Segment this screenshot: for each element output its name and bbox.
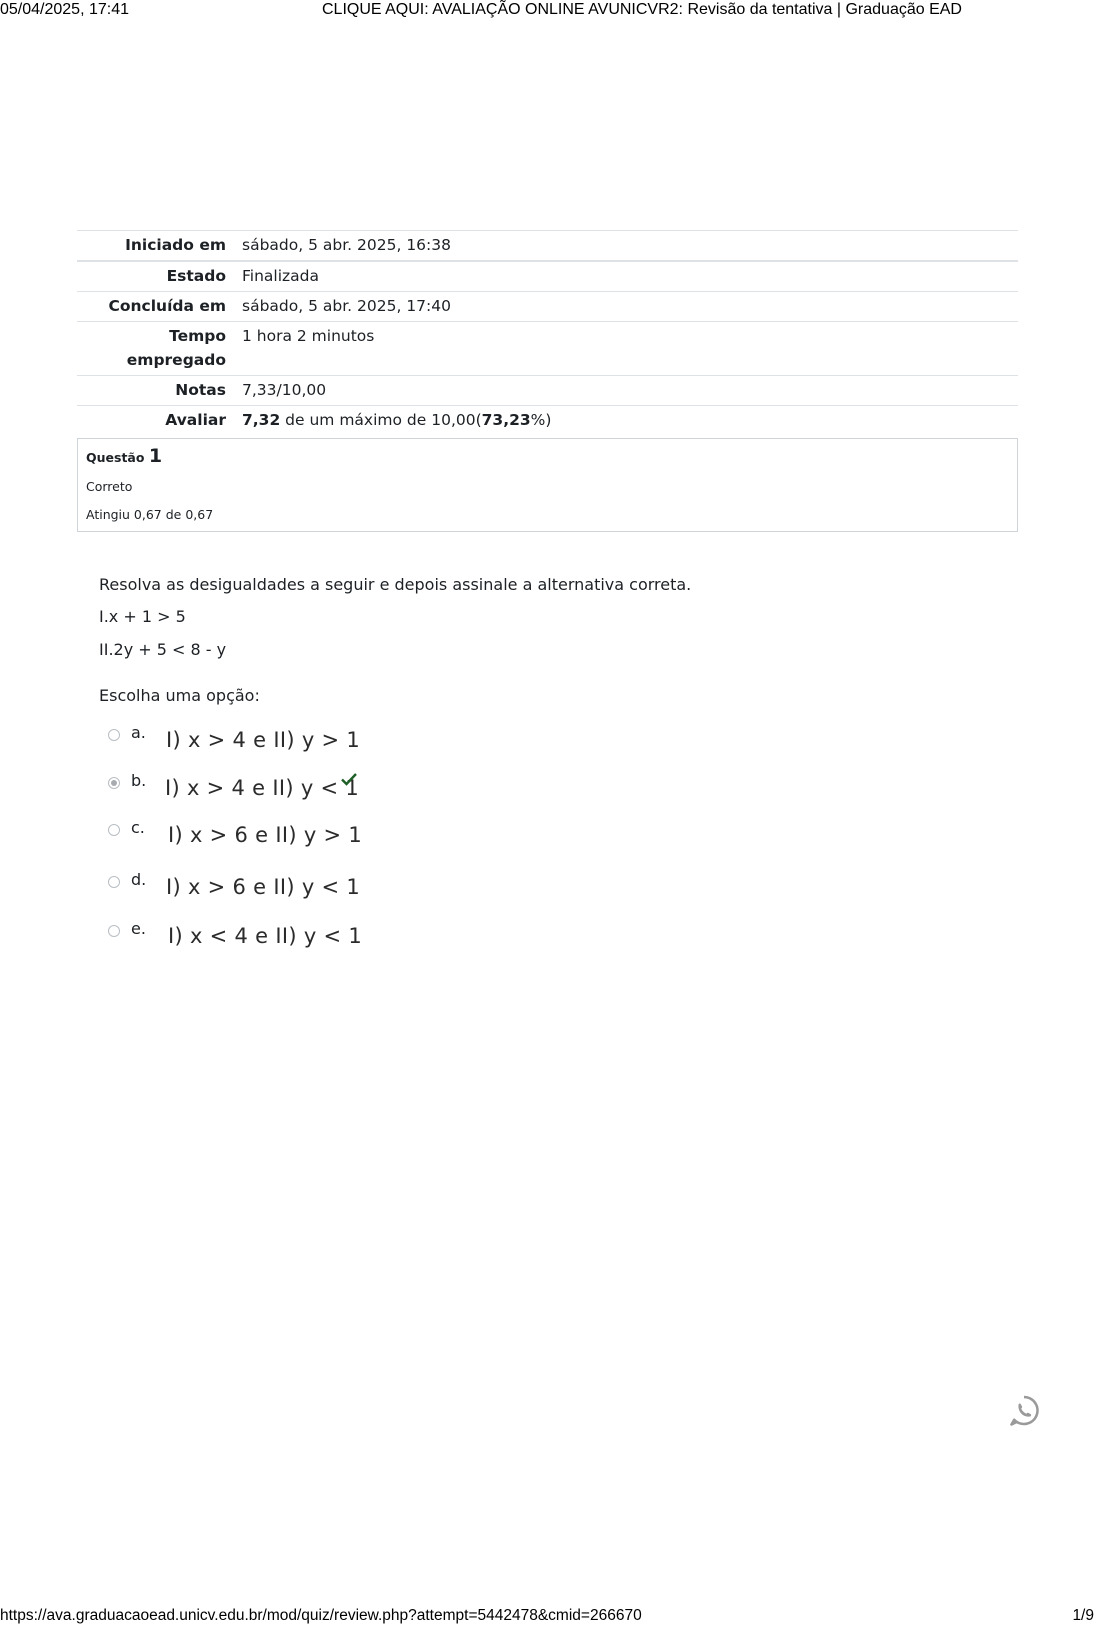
check-icon (340, 771, 358, 787)
option-b-text: I) x > 4 e II) y < 1 (165, 776, 360, 800)
option-a-letter: a. (131, 723, 146, 742)
summary-row-marks (77, 376, 1018, 406)
option-b-letter: b. (131, 771, 147, 790)
grade-end: %) (530, 411, 552, 429)
question-grade: Atingiu 0,67 de 0,67 (86, 507, 214, 522)
summary-row-started (77, 231, 1018, 262)
grade-score: 7,32 (242, 411, 281, 429)
print-header (0, 0, 1094, 22)
summary-row-state (77, 261, 1018, 292)
option-b-radio[interactable] (108, 777, 120, 789)
marks-value: 7,33/10,00 (242, 381, 327, 399)
whatsapp-icon[interactable] (1007, 1394, 1041, 1428)
question-line-1: I.x + 1 > 5 (99, 607, 186, 626)
option-d-text: I) x > 6 e II) y < 1 (166, 875, 361, 899)
marks-label: Notas (175, 381, 226, 399)
grade-label: Avaliar (165, 411, 226, 429)
time-label-line2: empregado (126, 351, 226, 369)
state-value: Finalizada (242, 267, 320, 285)
time-label-line1: Tempo (169, 327, 226, 345)
question-prompt: Resolva as desigualdades a seguir e depois assinale a alternativa correta. (99, 575, 692, 594)
print-page-title: CLIQUE AQUI: AVALIAÇÃO ONLINE AVUNICVR2: Revisão da tentativa | Graduação EAD (322, 1, 962, 18)
option-e-radio[interactable] (108, 925, 120, 937)
grade-mid: de um máximo de 10,00( (280, 411, 482, 429)
time-value: 1 hora 2 minutos (242, 327, 375, 345)
option-a-radio[interactable] (108, 729, 120, 741)
state-label: Estado (166, 267, 226, 285)
summary-row-grade (77, 406, 1018, 436)
print-page-number: 1/9 (1072, 1607, 1094, 1624)
grade-value (242, 406, 1018, 436)
question-info-box (77, 438, 1018, 532)
print-footer (0, 1606, 1094, 1626)
print-datetime: 05/04/2025, 17:41 (0, 1, 130, 18)
choose-option-label: Escolha uma opção: (99, 686, 260, 705)
option-d-letter: d. (131, 870, 147, 889)
option-a-text: I) x > 4 e II) y > 1 (166, 728, 361, 752)
attempt-summary-table (77, 230, 1018, 435)
option-c-radio[interactable] (108, 824, 120, 836)
option-c-text: I) x > 6 e II) y > 1 (168, 823, 363, 847)
summary-row-time (77, 322, 1018, 376)
question-state: Correto (86, 479, 133, 494)
started-value: sábado, 5 abr. 2025, 16:38 (242, 236, 451, 254)
question-number-value: 1 (148, 445, 163, 467)
option-e-text: I) x < 4 e II) y < 1 (168, 924, 363, 948)
started-label: Iniciado em (125, 236, 226, 254)
time-label (77, 322, 242, 376)
completed-label: Concluída em (108, 297, 226, 315)
option-e-letter: e. (131, 919, 146, 938)
completed-value: sábado, 5 abr. 2025, 17:40 (242, 297, 451, 315)
option-c-letter: c. (131, 818, 145, 837)
question-line-2: II.2y + 5 < 8 - y (99, 640, 227, 659)
option-d-radio[interactable] (108, 876, 120, 888)
question-number (86, 445, 162, 467)
print-url: https://ava.graduacaoead.unicv.edu.br/mod/quiz/review.php?attempt=5442478&cmid=266670 (0, 1607, 642, 1624)
grade-percent: 73,23 (481, 411, 531, 429)
summary-row-completed (77, 292, 1018, 322)
question-label: Questão (86, 450, 145, 465)
